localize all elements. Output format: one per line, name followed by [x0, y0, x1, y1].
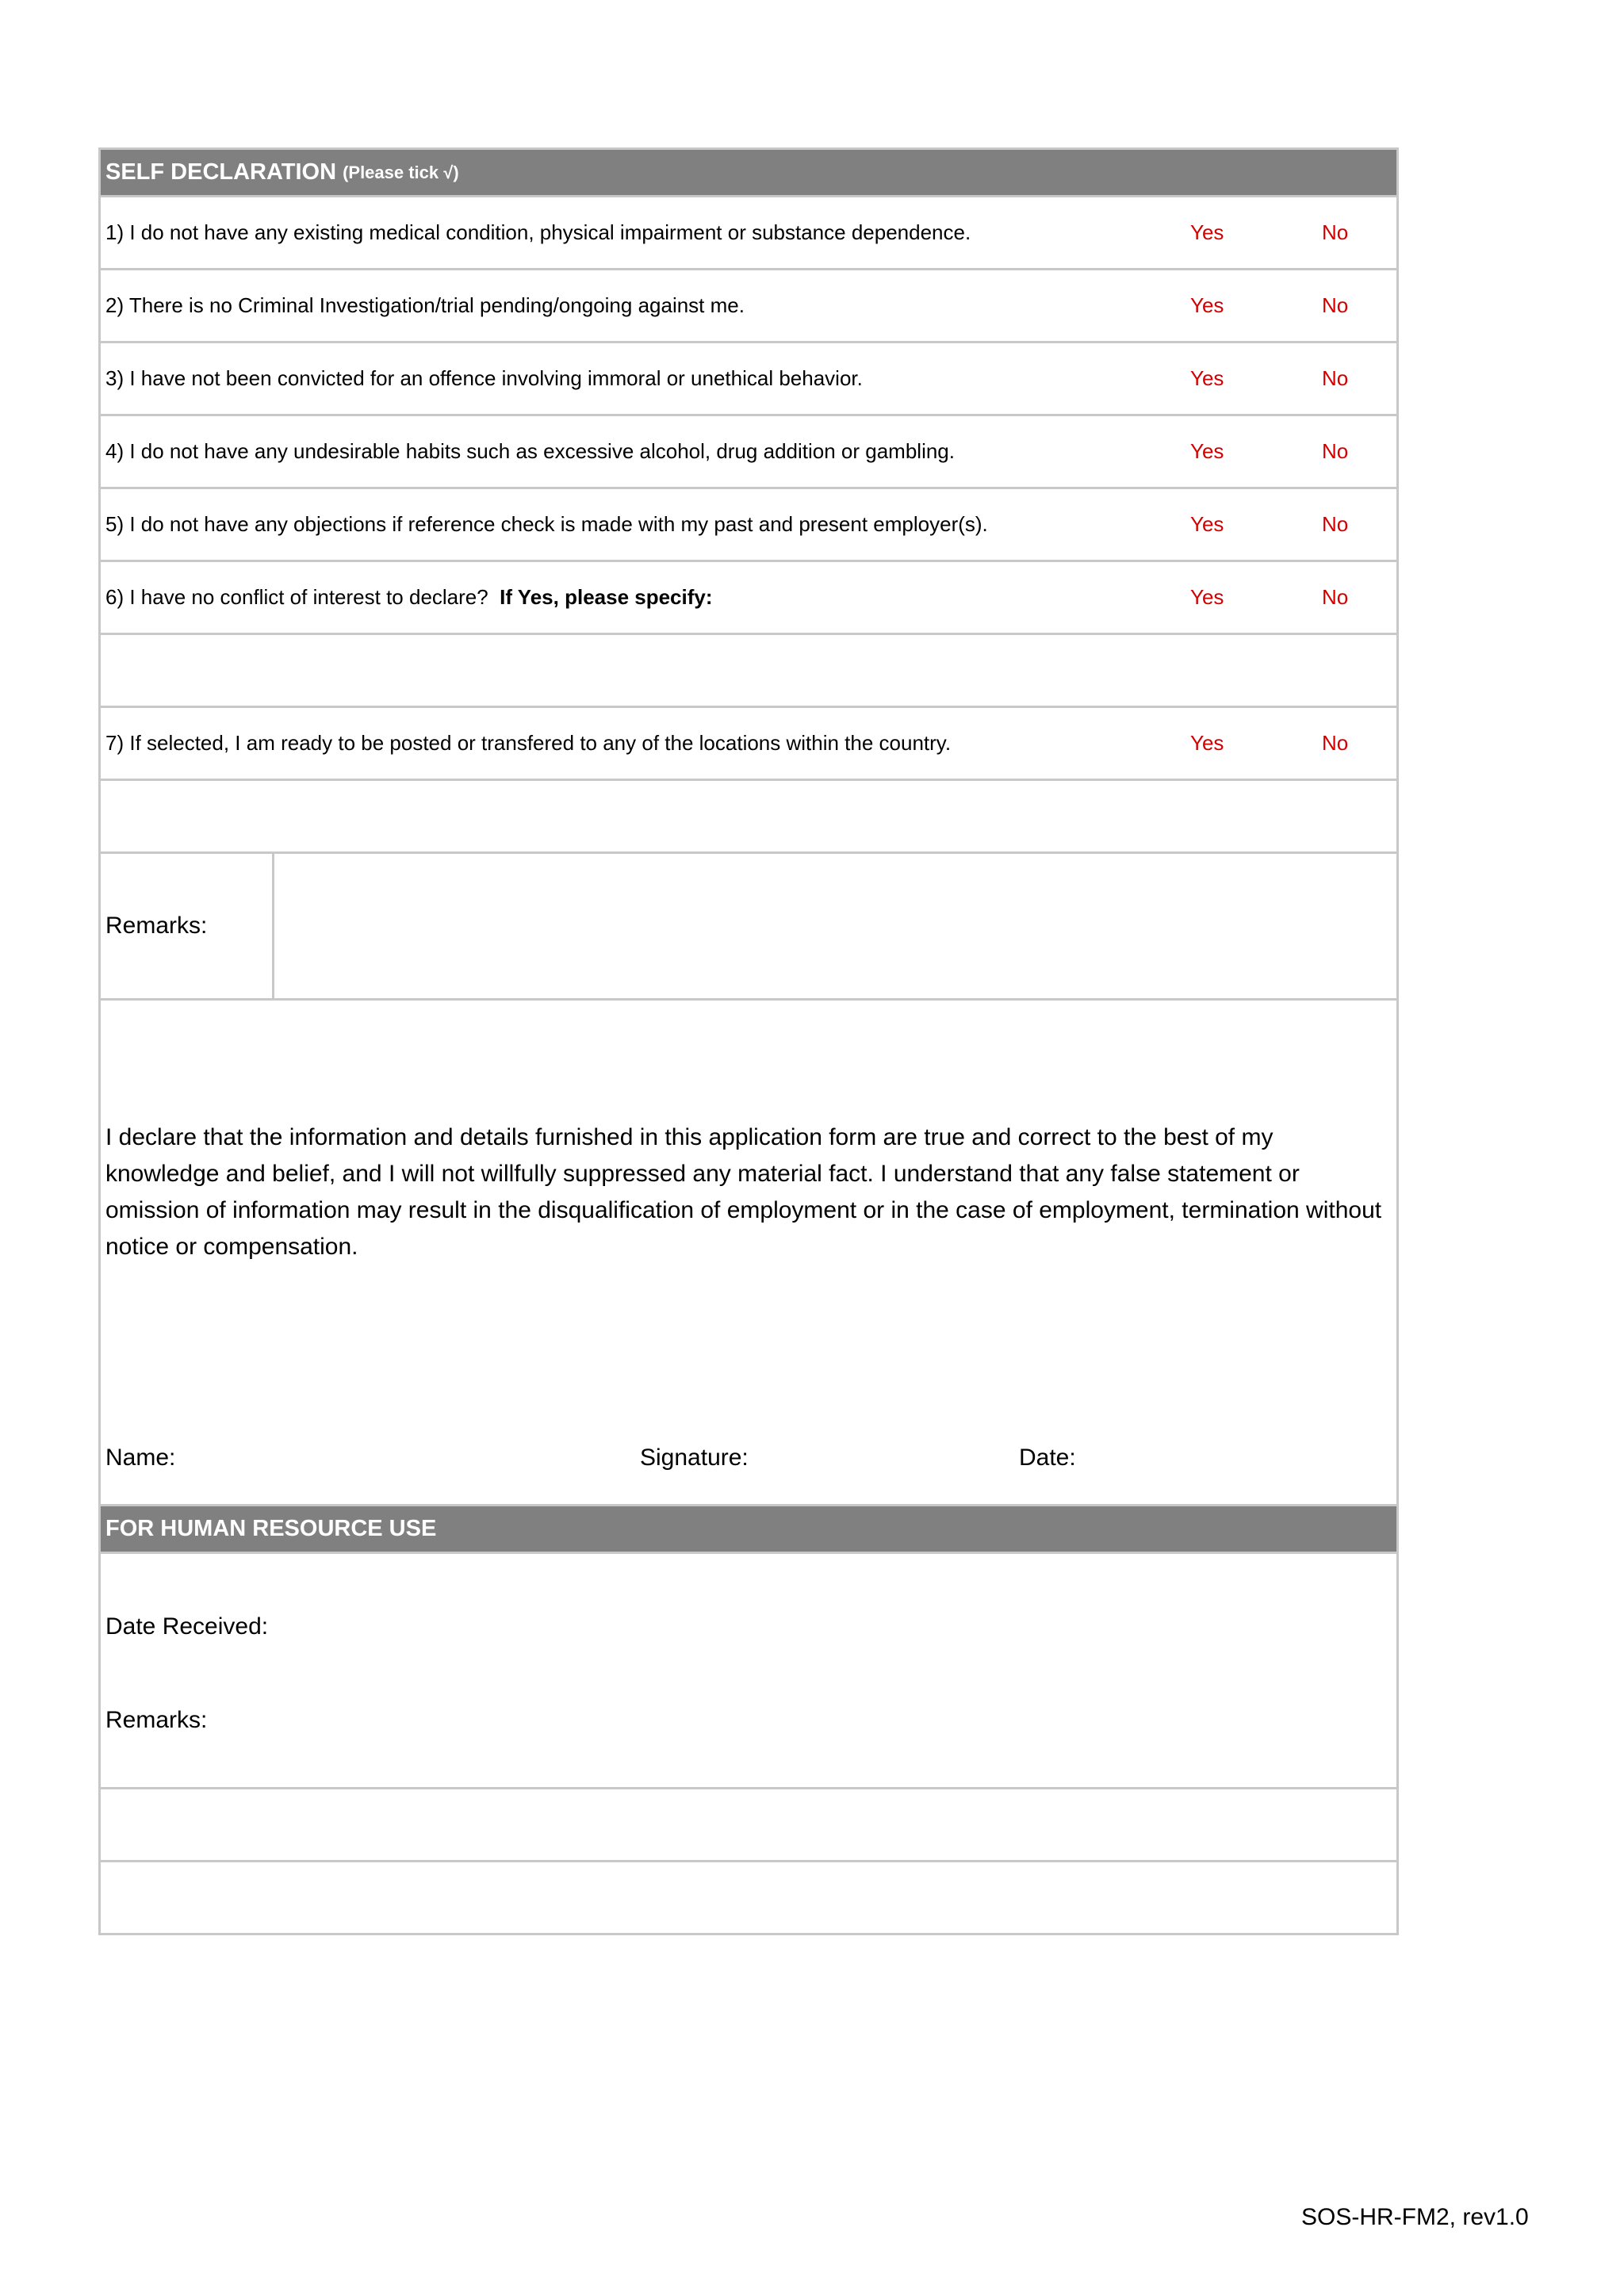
self-declaration-header: [101, 150, 1396, 197]
self-declaration-form: [98, 147, 1399, 1935]
yes-option[interactable]: Yes: [1190, 220, 1224, 244]
date-label: Date:: [1019, 1445, 1076, 1471]
hr-use-title: FOR HUMAN RESOURCE USE: [105, 1516, 437, 1541]
hr-use-header: [101, 1506, 1396, 1554]
question-text: 3) I have not been convicted for an offence involving immoral or unethical behavior.: [105, 366, 863, 390]
form-code: SOS-HR-FM2, rev1.0: [1301, 2204, 1529, 2230]
remarks-label: Remarks:: [101, 854, 274, 998]
blank-row[interactable]: [101, 781, 1396, 854]
declaration-text: I declare that the information and details furnished in this application form are true and correct to the best of my knowledge and belief, and I will not willfully suppressed any material fact. I understand that any false statement or omission of information may result in the disqualification of employment or in the case of employment, termination without notice or compensation.: [105, 1124, 1382, 1260]
signature-label: Signature:: [640, 1445, 749, 1471]
yes-option[interactable]: Yes: [1190, 731, 1224, 755]
question-6-text: 6) I have no conflict of interest to declare?: [105, 585, 488, 609]
name-label: Name:: [105, 1445, 176, 1471]
remarks-field[interactable]: [274, 854, 1396, 998]
yes-option[interactable]: Yes: [1190, 366, 1224, 390]
question-text: 1) I do not have any existing medical condition, physical impairment or substance dependence.: [105, 220, 971, 244]
yes-option[interactable]: Yes: [1190, 293, 1224, 317]
question-text: 2) There is no Criminal Investigation/trial pending/ongoing against me.: [105, 293, 745, 317]
hr-blank-row[interactable]: [101, 1862, 1396, 1933]
question-text: 4) I do not have any undesirable habits such as excessive alcohol, drug addition or gambling.: [105, 439, 955, 463]
no-option[interactable]: No: [1322, 220, 1349, 244]
yes-option[interactable]: Yes: [1190, 585, 1224, 609]
question-row-3: [101, 343, 1396, 416]
remarks-row: [101, 854, 1396, 1001]
no-option[interactable]: No: [1322, 512, 1349, 536]
hr-blank-row[interactable]: [101, 1789, 1396, 1862]
hr-use-section: [101, 1554, 1396, 1789]
question-row-6: [101, 562, 1396, 635]
question-row-4: [101, 416, 1396, 489]
hr-remarks-label: Remarks:: [105, 1707, 208, 1733]
no-option[interactable]: No: [1322, 731, 1349, 755]
question-row-5: [101, 489, 1396, 562]
conflict-specify-field[interactable]: [101, 635, 1396, 708]
date-received-label: Date Received:: [105, 1613, 269, 1640]
question-text: 5) I do not have any objections if reference check is made with my past and present employer(s).: [105, 512, 988, 536]
tick-instruction: (Please tick √): [343, 162, 459, 182]
no-option[interactable]: No: [1322, 439, 1349, 463]
no-option[interactable]: No: [1322, 585, 1349, 609]
declaration-section: [101, 1001, 1396, 1506]
question-text: 7) If selected, I am ready to be posted or transfered to any of the locations within the country.: [105, 731, 952, 755]
self-declaration-title: SELF DECLARATION: [105, 159, 337, 185]
question-text: [101, 585, 713, 610]
question-row-1: [101, 197, 1396, 270]
no-option[interactable]: No: [1322, 366, 1349, 390]
yes-option[interactable]: Yes: [1190, 512, 1224, 536]
yes-option[interactable]: Yes: [1190, 439, 1224, 463]
question-row-7: [101, 708, 1396, 781]
no-option[interactable]: No: [1322, 293, 1349, 317]
question-row-2: [101, 270, 1396, 343]
specify-instruction: If Yes, please specify:: [500, 585, 713, 609]
